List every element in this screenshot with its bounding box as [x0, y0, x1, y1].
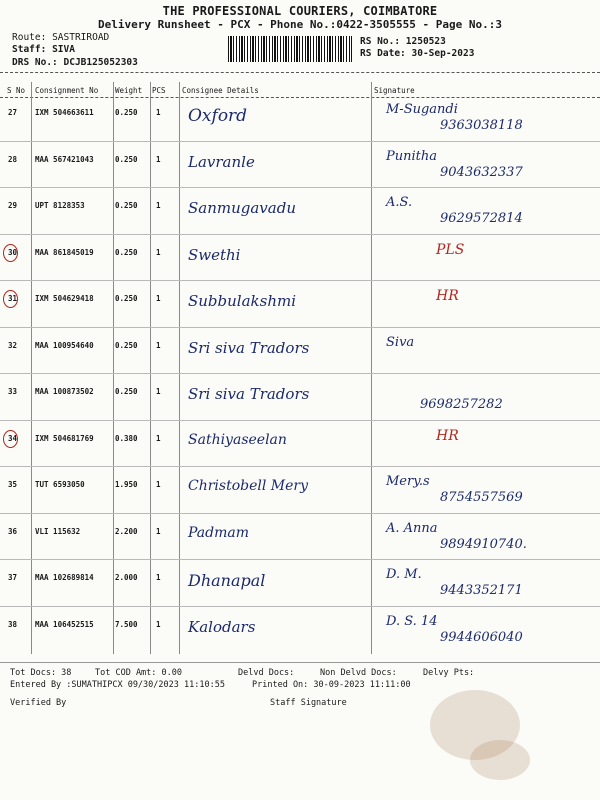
row-divider [0, 280, 600, 281]
col-divider [31, 82, 32, 654]
row-consignee-name: Padmam [188, 525, 249, 541]
footer-rule [0, 662, 600, 663]
delivery-points: Delvy Pts: [423, 668, 475, 678]
row-consignee-name: Oxford [188, 106, 248, 126]
row-sno: 31 [8, 294, 18, 303]
verified-by: Verified By [10, 698, 67, 708]
row-phone-number: 9443352171 [440, 583, 523, 598]
col-header-consignment: Consignment No [35, 86, 99, 95]
row-weight: 0.380 [115, 434, 138, 443]
row-weight: 2.000 [115, 573, 138, 582]
row-consignment-no: TUT 6593050 [35, 480, 85, 489]
row-sno: 32 [8, 341, 18, 350]
row-weight: 2.200 [115, 527, 138, 536]
row-consignment-no: MAA 567421043 [35, 155, 94, 164]
row-sno: 28 [8, 155, 18, 164]
staff-value: SIVA [52, 44, 75, 55]
row-consignee-name: Dhanapal [188, 571, 266, 590]
drs-value: DCJB125052303 [63, 57, 138, 68]
row-pcs: 1 [156, 620, 161, 629]
delivered-docs: Delvd Docs: [238, 668, 295, 678]
row-consignment-no: MAA 861845019 [35, 248, 94, 257]
rs-date-label: RS Date: [360, 48, 406, 59]
row-weight: 7.500 [115, 620, 138, 629]
row-phone-number: 9894910740. [440, 537, 527, 552]
row-signature: Punitha [386, 149, 437, 164]
row-weight: 0.250 [115, 387, 138, 396]
row-signature: HR [436, 288, 459, 304]
row-consignment-no: IXM 504663611 [35, 108, 94, 117]
row-weight: 1.950 [115, 480, 138, 489]
row-divider [0, 141, 600, 142]
row-consignment-no: MAA 106452515 [35, 620, 94, 629]
printed-on: Printed On: 30-09-2023 11:11:00 [252, 680, 411, 690]
row-divider [0, 327, 600, 328]
row-pcs: 1 [156, 201, 161, 210]
sno-circle-mark [3, 244, 18, 262]
row-divider [0, 559, 600, 560]
row-consignment-no: IXM 504681769 [35, 434, 94, 443]
row-signature: A.S. [386, 195, 413, 210]
row-consignment-no: IXM 504629418 [35, 294, 94, 303]
row-weight: 0.250 [115, 248, 138, 257]
row-divider [0, 606, 600, 607]
row-consignment-no: MAA 100954640 [35, 341, 94, 350]
row-weight: 0.250 [115, 201, 138, 210]
row-sno: 34 [8, 434, 18, 443]
row-signature: Mery.s [386, 474, 430, 489]
staff-line [12, 44, 75, 55]
total-cod-amount: Tot COD Amt: 0.00 [95, 668, 182, 678]
rs-no-label: RS No.: [360, 36, 401, 47]
row-phone-number: 9944606040 [440, 630, 523, 645]
row-consignee-name: Sanmugavadu [188, 199, 296, 217]
row-sno: 30 [8, 248, 18, 257]
row-consignment-no: MAA 100873502 [35, 387, 94, 396]
row-signature: M-Sugandi [386, 102, 458, 117]
row-pcs: 1 [156, 248, 161, 257]
entered-by: Entered By :SUMATHIPCX 09/30/2023 11:10:55 [10, 680, 225, 690]
row-divider [0, 373, 600, 374]
paper-stain [470, 740, 530, 780]
col-divider [113, 82, 114, 654]
row-signature: HR [436, 428, 459, 444]
drs-label: DRS No.: [12, 57, 58, 68]
total-docs: Tot Docs: 38 [10, 668, 72, 678]
row-weight: 0.250 [115, 155, 138, 164]
row-sno: 38 [8, 620, 18, 629]
row-consignee-name: Swethi [188, 246, 241, 264]
col-header-signature: Signature [374, 86, 415, 95]
row-consignee-name: Lavranle [188, 153, 255, 171]
header-rule-top [0, 72, 600, 73]
col-header-sno: S No [7, 86, 26, 95]
col-divider [150, 82, 151, 654]
row-weight: 0.250 [115, 294, 138, 303]
header-rule-bottom [0, 97, 600, 98]
row-consignee-name: Christobell Mery [188, 478, 309, 494]
row-phone-number: 8754557569 [440, 490, 523, 505]
company-title: THE PROFESSIONAL COURIERS, COIMBATORE [162, 4, 438, 18]
sno-circle-mark [3, 430, 18, 448]
row-pcs: 1 [156, 155, 161, 164]
col-header-consignee: Consignee Details [182, 86, 259, 95]
row-sno: 36 [8, 527, 18, 536]
row-signature: A. Anna [386, 521, 438, 536]
row-sno: 37 [8, 573, 18, 582]
row-sno: 35 [8, 480, 18, 489]
runsheet-subtitle: Delivery Runsheet - PCX - Phone No.:0422-3505555 - Page No.:3 [98, 18, 502, 31]
rs-no-line [360, 36, 446, 47]
row-sno: 29 [8, 201, 18, 210]
rs-no-value: 1250523 [405, 36, 446, 47]
staff-signature: Staff Signature [270, 698, 347, 708]
col-divider [179, 82, 180, 654]
row-signature: D. M. [386, 567, 422, 582]
row-weight: 0.250 [115, 341, 138, 350]
row-sno: 33 [8, 387, 18, 396]
row-weight: 0.250 [115, 108, 138, 117]
row-divider [0, 420, 600, 421]
staff-label: Staff: [12, 44, 47, 55]
row-consignee-name: Sathiyaseelan [188, 432, 287, 448]
row-signature: PLS [436, 242, 465, 258]
col-divider [371, 82, 372, 654]
row-signature: D. S. 14 [386, 614, 438, 629]
row-pcs: 1 [156, 387, 161, 396]
row-consignee-name: Sri siva Tradors [188, 339, 310, 357]
sno-circle-mark [3, 290, 18, 308]
row-consignee-name: Subbulakshmi [188, 292, 297, 310]
row-pcs: 1 [156, 434, 161, 443]
row-consignee-name: Sri siva Tradors [188, 385, 310, 403]
route-label: Route: [12, 32, 47, 43]
row-sno: 27 [8, 108, 18, 117]
row-pcs: 1 [156, 294, 161, 303]
col-header-weight: Weight [115, 86, 143, 95]
row-phone-number: 9363038118 [440, 118, 523, 133]
row-divider [0, 187, 600, 188]
row-divider [0, 513, 600, 514]
barcode-image [228, 36, 352, 62]
drs-line [12, 57, 138, 68]
route-value: SASTRIROAD [52, 32, 110, 43]
row-pcs: 1 [156, 341, 161, 350]
route-line [12, 32, 109, 43]
row-pcs: 1 [156, 480, 161, 489]
rs-date-value: 30-Sep-2023 [411, 48, 475, 59]
row-consignment-no: UPT 8128353 [35, 201, 85, 210]
col-header-pcs: PCS [152, 86, 166, 95]
row-divider [0, 234, 600, 235]
row-consignment-no: MAA 102689814 [35, 573, 94, 582]
row-pcs: 1 [156, 527, 161, 536]
rs-date-line [360, 48, 474, 59]
row-pcs: 1 [156, 108, 161, 117]
row-signature: Siva [386, 335, 415, 350]
non-delivered-docs: Non Delvd Docs: [320, 668, 397, 678]
row-phone-number: 9629572814 [440, 211, 523, 226]
row-phone-number: 9043632337 [440, 165, 523, 180]
row-consignee-name: Kalodars [188, 618, 256, 636]
row-consignment-no: VLI 115632 [35, 527, 81, 536]
row-pcs: 1 [156, 573, 161, 582]
row-phone-number: 9698257282 [420, 397, 503, 412]
row-divider [0, 466, 600, 467]
